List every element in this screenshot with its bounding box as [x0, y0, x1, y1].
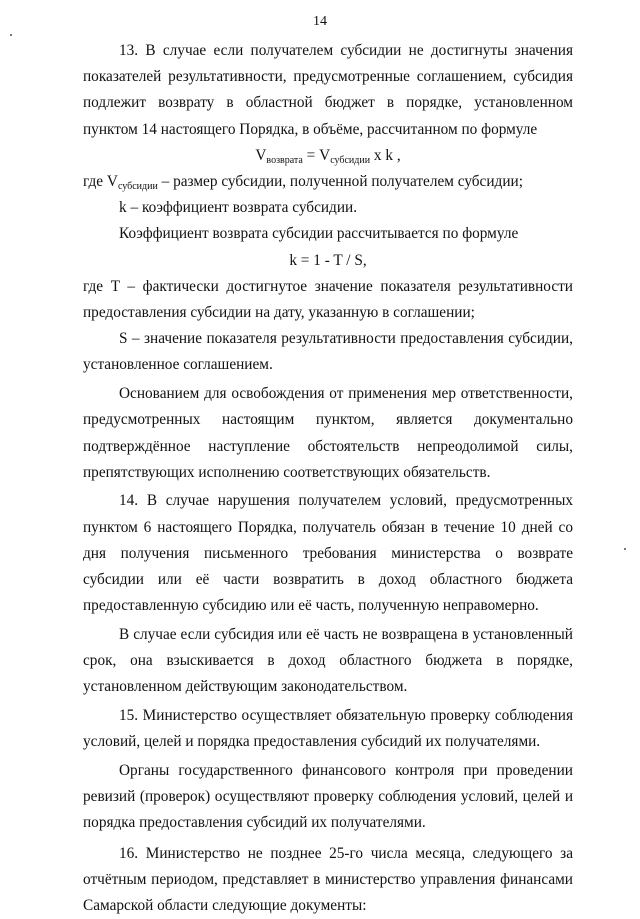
definition-s: S – значение показателя результативности предоставления субсидии, установленное соглашением.	[83, 330, 573, 374]
definition-k: k – коэффициент возврата субсидии.	[119, 199, 358, 217]
coefficient-intro: Коэффициент возврата субсидии рассчитывается по формуле	[119, 225, 519, 243]
paragraph-14: 14. В случае нарушения получателем условий, предусмотренных пунктом 6 настоящего Порядка, получатель обязан в течение 10 дней со дня получения письменного требования министерства о возврате субсидии или её части возвратить в доход областного бюджета предоставленную субсидию или её часть, полученную неправомерно.	[83, 492, 573, 615]
definition-t: где T – фактически достигнутое значение показателя результативности предоставления субсидии на дату, указанную в соглашении;	[83, 277, 573, 322]
paragraph-15: 15. Министерство осуществляет обязательную проверку соблюдения условий, целей и порядка предоставления субсидий их получателями.	[83, 707, 573, 751]
scan-speck	[624, 548, 626, 550]
page-number: 14	[313, 14, 327, 29]
formula-return-amount: $V_{возврата} = V_{субсидии}$ x k ,	[255, 146, 401, 166]
scan-speck	[10, 34, 12, 36]
paragraph-15-audit: Органы государственного финансового контроля при проведении ревизий (проверок) осуществляют проверку соблюдения условий, целей и порядка предоставления субсидий их получателями.	[83, 761, 573, 832]
paragraph-13: 13. В случае если получателем субсидии не достигнуты значения показателей результативности, предусмотренные соглашением, субсидия подлежит возврату в областной бюджет в порядке, установленном пунктом 14 настоящего Порядка, в объёме, рассчитанном по формуле	[83, 42, 573, 138]
document-body	[83, 38, 573, 919]
definition-v: где $V_{субсидии}$ – размер субсидии, полученной получателем субсидии;	[83, 173, 523, 193]
paragraph-14-collection: В случае если субсидия или её часть не возвращена в установленный срок, она взыскивается в доход областного бюджета в порядке, установленном действующим законодательством.	[83, 625, 573, 696]
paragraph-16: 16. Министерство не позднее 25-го числа месяца, следующего за отчётным периодом, представляет в министерство управления финансами Самарской области следующие документы:	[83, 844, 573, 914]
paragraph-force-majeure: Основанием для освобождения от применения мер ответственности, предусмотренных настоящим пунктом, является документально подтверждённое наступление обстоятельств непреодолимой силы, препятствующих исполнению соответствующих обязательств.	[83, 385, 573, 481]
formula-coefficient: k = 1 - T / S,	[289, 251, 367, 269]
